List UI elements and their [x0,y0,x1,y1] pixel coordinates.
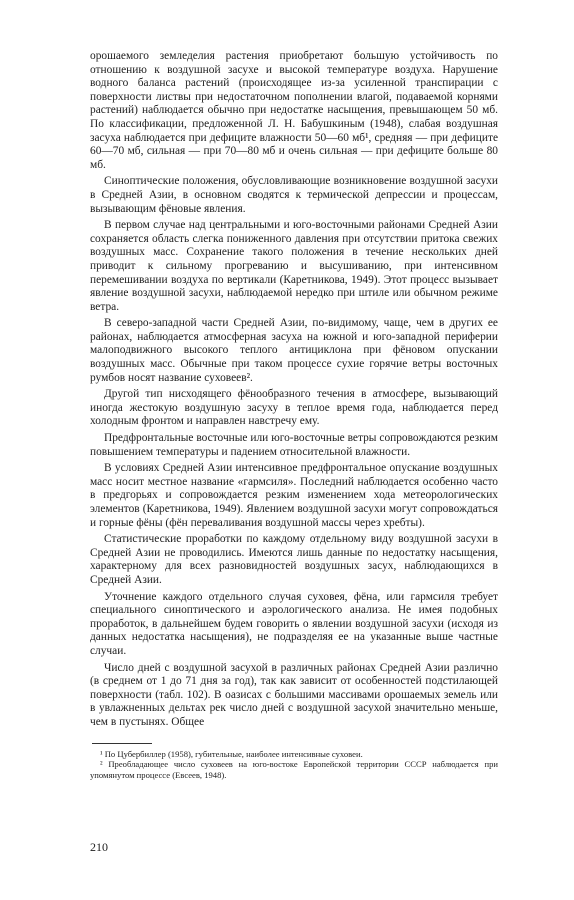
footnotes [90,749,498,781]
paragraph-number-of-days: Число дней с воздушной засухой в различных районах Средней Азии различно (в среднем от 1 до 71 дня за год), так как зависит от особенностей подстилающей поверхности (табл. 102). В оазисах с большими массивами орошаемых земель или в увлажненных дельтах рек число дней с воздушной засухой значительно меньше, чем в пустынях. Общее [90,661,498,728]
paragraph-first-case: В первом случае над центральными и юго-восточными районами Средней Азии сохраняется область слегка пониженного давления при отсутствии притока свежих воздушных масс. Сохранение такого положения в течение нескольких дней приводит к сильному прогреванию и высушиванию, при интенсивном перемешивании воздуха по вертикали (Каретникова, 1949). Этот процесс вызывает явление воздушной засухи, наблюдаемой нередко при штиле или обычном режиме ветра. [90,219,498,313]
paragraph-clarification: Уточнение каждого отдельного случая суховея, фёна, или гармсиля требует специального синоптического и аэрологического анализа. Не имея подобных проработок, в дальнейшем будем говорить о явлении воздушной засухи (исходя из данных недостатка насыщения), не подразделяя ее на указанные выше частные случаи. [90,590,498,657]
paragraph-continuation: орошаемого земледелия растения приобретают большую устойчивость по отношению к воздушной засухе и высокой температуре воздуха. Нарушение водного баланса растений (происходящее из-за усиленной транспирации с поверхности листвы при недостаточном пополнении влагой, подаваемой корнями растений) наблюдается обычно при недостатке насыщения, превышающем 50 мб. По классификации, предложенной Л. Н. Бабушкиным (1948), слабая воздушная засуха наблюдается при дефиците влажности 50—60 мб¹, средняя — при дефиците 60—70 мб, сильная — при 70—80 мб и очень сильная — при дефиците больше 80 мб. [90,50,498,171]
paragraph-garmsil: В условиях Средней Азии интенсивное предфронтальное опускание воздушных масс носит местное название «гармсиля». Последний наблюдается особенно часто в предгорьях и сопровождается резким изменением хода метеорологических элементов (Каретникова, 1949). Явлением воздушной засухи могут сопровождаться и горные фёны (фён переваливания воздушной массы через хребты). [90,462,498,529]
footnote-1: ¹ По Цубербиллер (1958), губительные, наиболее интенсивные суховеи. [100,748,363,759]
footnote-separator [92,743,152,744]
footnote-2: ² Преобладающее число суховеев на юго-востоке Европейской территории СССР наблюдается при упомянутом процессе (Евсеев, 1948). [90,759,498,780]
paragraph-statistics: Статистические проработки по каждому отдельному виду воздушной засухи в Средней Азии не проводились. Имеются лишь данные по недостатку насыщения, характерному для всех разновидностей воздушных засух, наблюдающихся в Средней Азии. [90,533,498,586]
body-text [90,50,498,730]
paragraph-prefrontal-winds: Предфронтальные восточные или юго-восточные ветры сопровождаются резким повышением температуры и падением относительной влажности. [90,432,498,458]
page-number: 210 [90,840,108,854]
paragraph-synoptic-positions: Синоптические положения, обусловливающие возникновение воздушной засухи в Средней Азии, в основном сводятся к термической депрессии и процессам, вызывающим фёновые явления. [90,175,498,215]
paragraph-foehn-type: Другой тип нисходящего фёнообразного течения в атмосфере, вызывающий иногда жестокую воздушную засуху в теплое время года, наблюдается перед холодным фронтом и направлен навстречу ему. [90,388,498,428]
paragraph-northwest: В северо-западной части Средней Азии, по-видимому, чаще, чем в других ее районах, наблюдается атмосферная засуха на южной и юго-западной периферии малоподвижного высокого теплого антициклона при фёновом опускании воздушных масс. Обычные при таком процессе сухие горячие ветры восточных румбов носят название суховеев². [90,317,498,384]
page-content [90,50,498,780]
